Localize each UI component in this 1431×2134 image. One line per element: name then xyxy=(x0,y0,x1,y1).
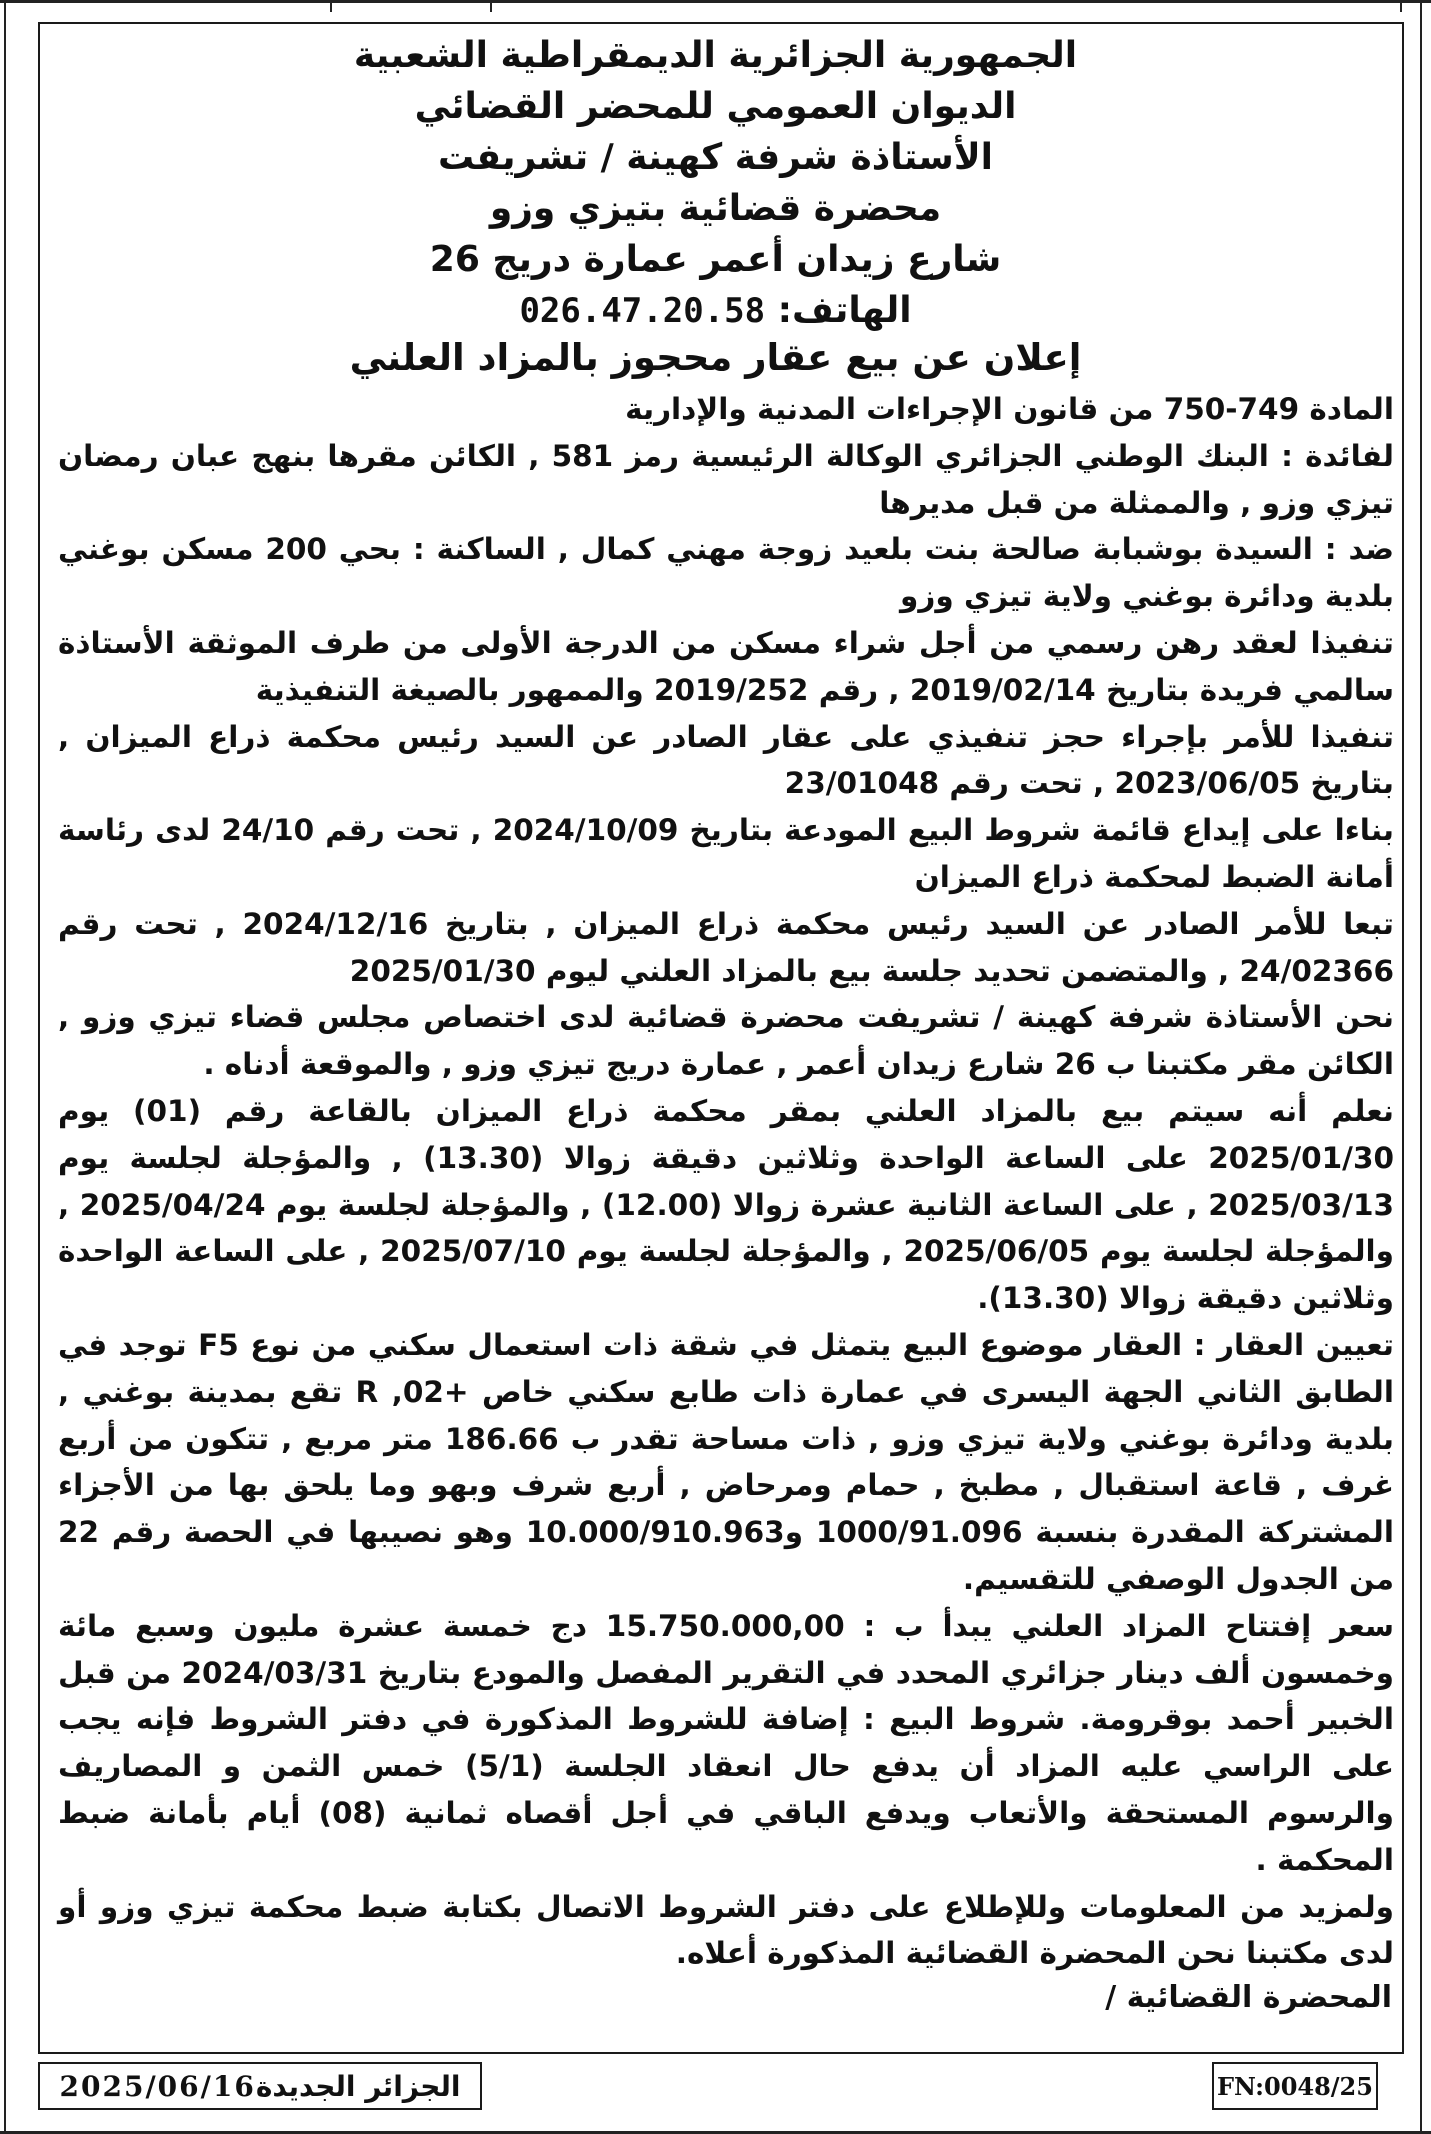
auction-dates-paragraph: نعلم أنه سيتم بيع بالمزاد العلني بمقر محكمة ذراع الميزان بالقاعة رقم (01) يوم 2025/01/30 على الساعة الواحدة وثلاثين دقيقة زوالا (13.30) , والمؤجلة لجلسة يوم 2025/03/13 , على الساعة الثانية عشرة زوالا (12.00) , والمؤجلة لجلسة يوم 2025/04/24 , والمؤجلة لجلسة يوم 2025/06/05 , والمؤجلة لجلسة يوم 2025/07/10 , على الساعة الواحدة وثلاثين دقيقة زوالا (13.30). xyxy=(58,1093,1394,1316)
court-order-paragraph: تبعا للأمر الصادر عن السيد رئيس محكمة ذراع الميزان , بتاريخ 2024/12/16 , تحت رقم 24/02366 , والمتضمن تحديد جلسة بيع بالمزاد العلني ليوم 2025/01/30 xyxy=(58,906,1395,988)
legal-article: المادة 749-750 من قانون الإجراءات المدنية والإدارية xyxy=(625,392,1394,426)
contact-paragraph: ولمزيد من المعلومات وللإطلاع على دفتر الشروط الاتصال بكتابة ضبط محكمة تيزي وزو أو لدى مكتبنا نحن المحضرة القضائية المذكورة أعلاه. xyxy=(58,1889,1394,1971)
header-court-office: محضرة قضائية بتيزي وزو xyxy=(489,188,942,229)
beneficiary-paragraph: لفائدة : البنك الوطني الجزائري الوكالة الرئيسية رمز 581 , الكائن مقرها بنهج عبان رمضان تيزي وزو , والممثلة من قبل مديرها xyxy=(58,438,1394,520)
conditions-deposit-paragraph: بناءا على إيداع قائمة شروط البيع المودعة بتاريخ 2024/10/09 , تحت رقم 24/10 لدى رئاسة أمانة الضبط لمحكمة ذراع الميزان xyxy=(58,813,1394,894)
phone-label: الهاتف: xyxy=(777,290,912,331)
letterhead xyxy=(0,30,1431,337)
newspaper-box xyxy=(38,2062,482,2110)
bailiff-paragraph: نحن الأستاذة شرفة كهينة / تشريفت محضرة قضائية لدى اختصاص مجلس قضاء تيزي وزو , الكائن مقر مكتبنا ب 26 شارع زيدان أعمر , عمارة دريج تيزي وزو , والموقعة أدناه . xyxy=(58,1000,1394,1082)
header-address: 26 شارع زيدان أعمر عمارة دريج xyxy=(429,239,1002,280)
seizure-order-paragraph: تنفيذا للأمر بإجراء حجز تنفيذي على عقار الصادر عن السيد رئيس محكمة ذراع الميزان , بتاريخ 2023/06/05 , تحت رقم 23/01048 xyxy=(58,719,1394,801)
property-description-paragraph: تعيين العقار : العقار موضوع البيع يتمثل في شقة ذات استعمال سكني من نوع F5 توجد في الطابق الثاني الجهة اليسرى في عمارة ذات طابع سكني خاص +02, R تقع بمدينة بوغني , بلدية ودائرة بوغني ولاية تيزي وزو , ذات مساحة تقدر ب 186.66 متر مربع , تتكون من أربع غرف , قاعة استقبال , مطبخ , حمام ومرحاض , أربع شرف وبهو وما يلحق بها من الأجزاء المشتركة المقدرة بنسبة 1000/91.096 و10.000/910.963 وهو نصيبها في الحصة رقم 22 من الجدول الوصفي للتقسيم. xyxy=(58,1327,1394,1596)
scan-edge-tick xyxy=(330,0,332,12)
debtor-paragraph: ضد : السيدة بوشبابة صالحة بنت بلعيد زوجة مهني كمال , الساكنة : بحي 200 مسكن بوغني بلدية ودائرة بوغني ولاية تيزي وزو xyxy=(58,532,1394,614)
scan-edge-tick xyxy=(490,0,492,12)
scan-edge-top-line xyxy=(0,0,1431,3)
newspaper-date: 2025/06/16 xyxy=(59,2069,256,2103)
file-number-box xyxy=(1212,2062,1378,2110)
phone-number: 026.47.20.58 xyxy=(519,291,766,331)
newspaper-name: الجزائر الجديدة xyxy=(255,2069,461,2103)
notice-body xyxy=(58,386,1394,1977)
signature-line: المحضرة القضائية / xyxy=(1105,1980,1392,2015)
mortgage-paragraph: تنفيذا لعقد رهن رسمي من أجل شراء مسكن من الدرجة الأولى من طرف الموثقة الأستاذة سالمي فريدة بتاريخ 2019/02/14 , رقم 2019/252 والممهور بالصيغة التنفيذية xyxy=(58,625,1394,707)
scan-edge-tick xyxy=(1400,0,1402,12)
header-bailiff: الأستاذة شرفة كهينة / تشريفت xyxy=(438,137,993,178)
header-phone xyxy=(0,285,1431,337)
file-number: FN:0048/25 xyxy=(1217,2071,1373,2101)
header-republic: الجمهورية الجزائرية الديمقراطية الشعبية xyxy=(353,35,1078,76)
notice-title: إعلان عن بيع عقار محجوز بالمزاد العلني xyxy=(349,336,1082,379)
opening-price-paragraph: سعر إفتتاح المزاد العلني يبدأ ب : 15.750.000,00 دج خمسة عشرة مليون وسبع مائة وخمسون ألف دينار جزائري المحدد في التقرير المفصل والمودع بتاريخ 2024/03/31 من قبل الخبير أحمد بوقرومة. شروط البيع : إضافة للشروط المذكورة في دفتر الشروط فإنه يجب على الراسي عليه المزاد أن يدفع حال انعقاد الجلسة (5/1) خمس الثمن و المصاريف والرسوم المستحقة والأتعاب ويدفع الباقي في أجل أقصاه ثمانية (08) أيام بأمانة ضبط المحكمة . xyxy=(58,1608,1395,1877)
header-office: الديوان العمومي للمحضر القضائي xyxy=(414,86,1017,127)
